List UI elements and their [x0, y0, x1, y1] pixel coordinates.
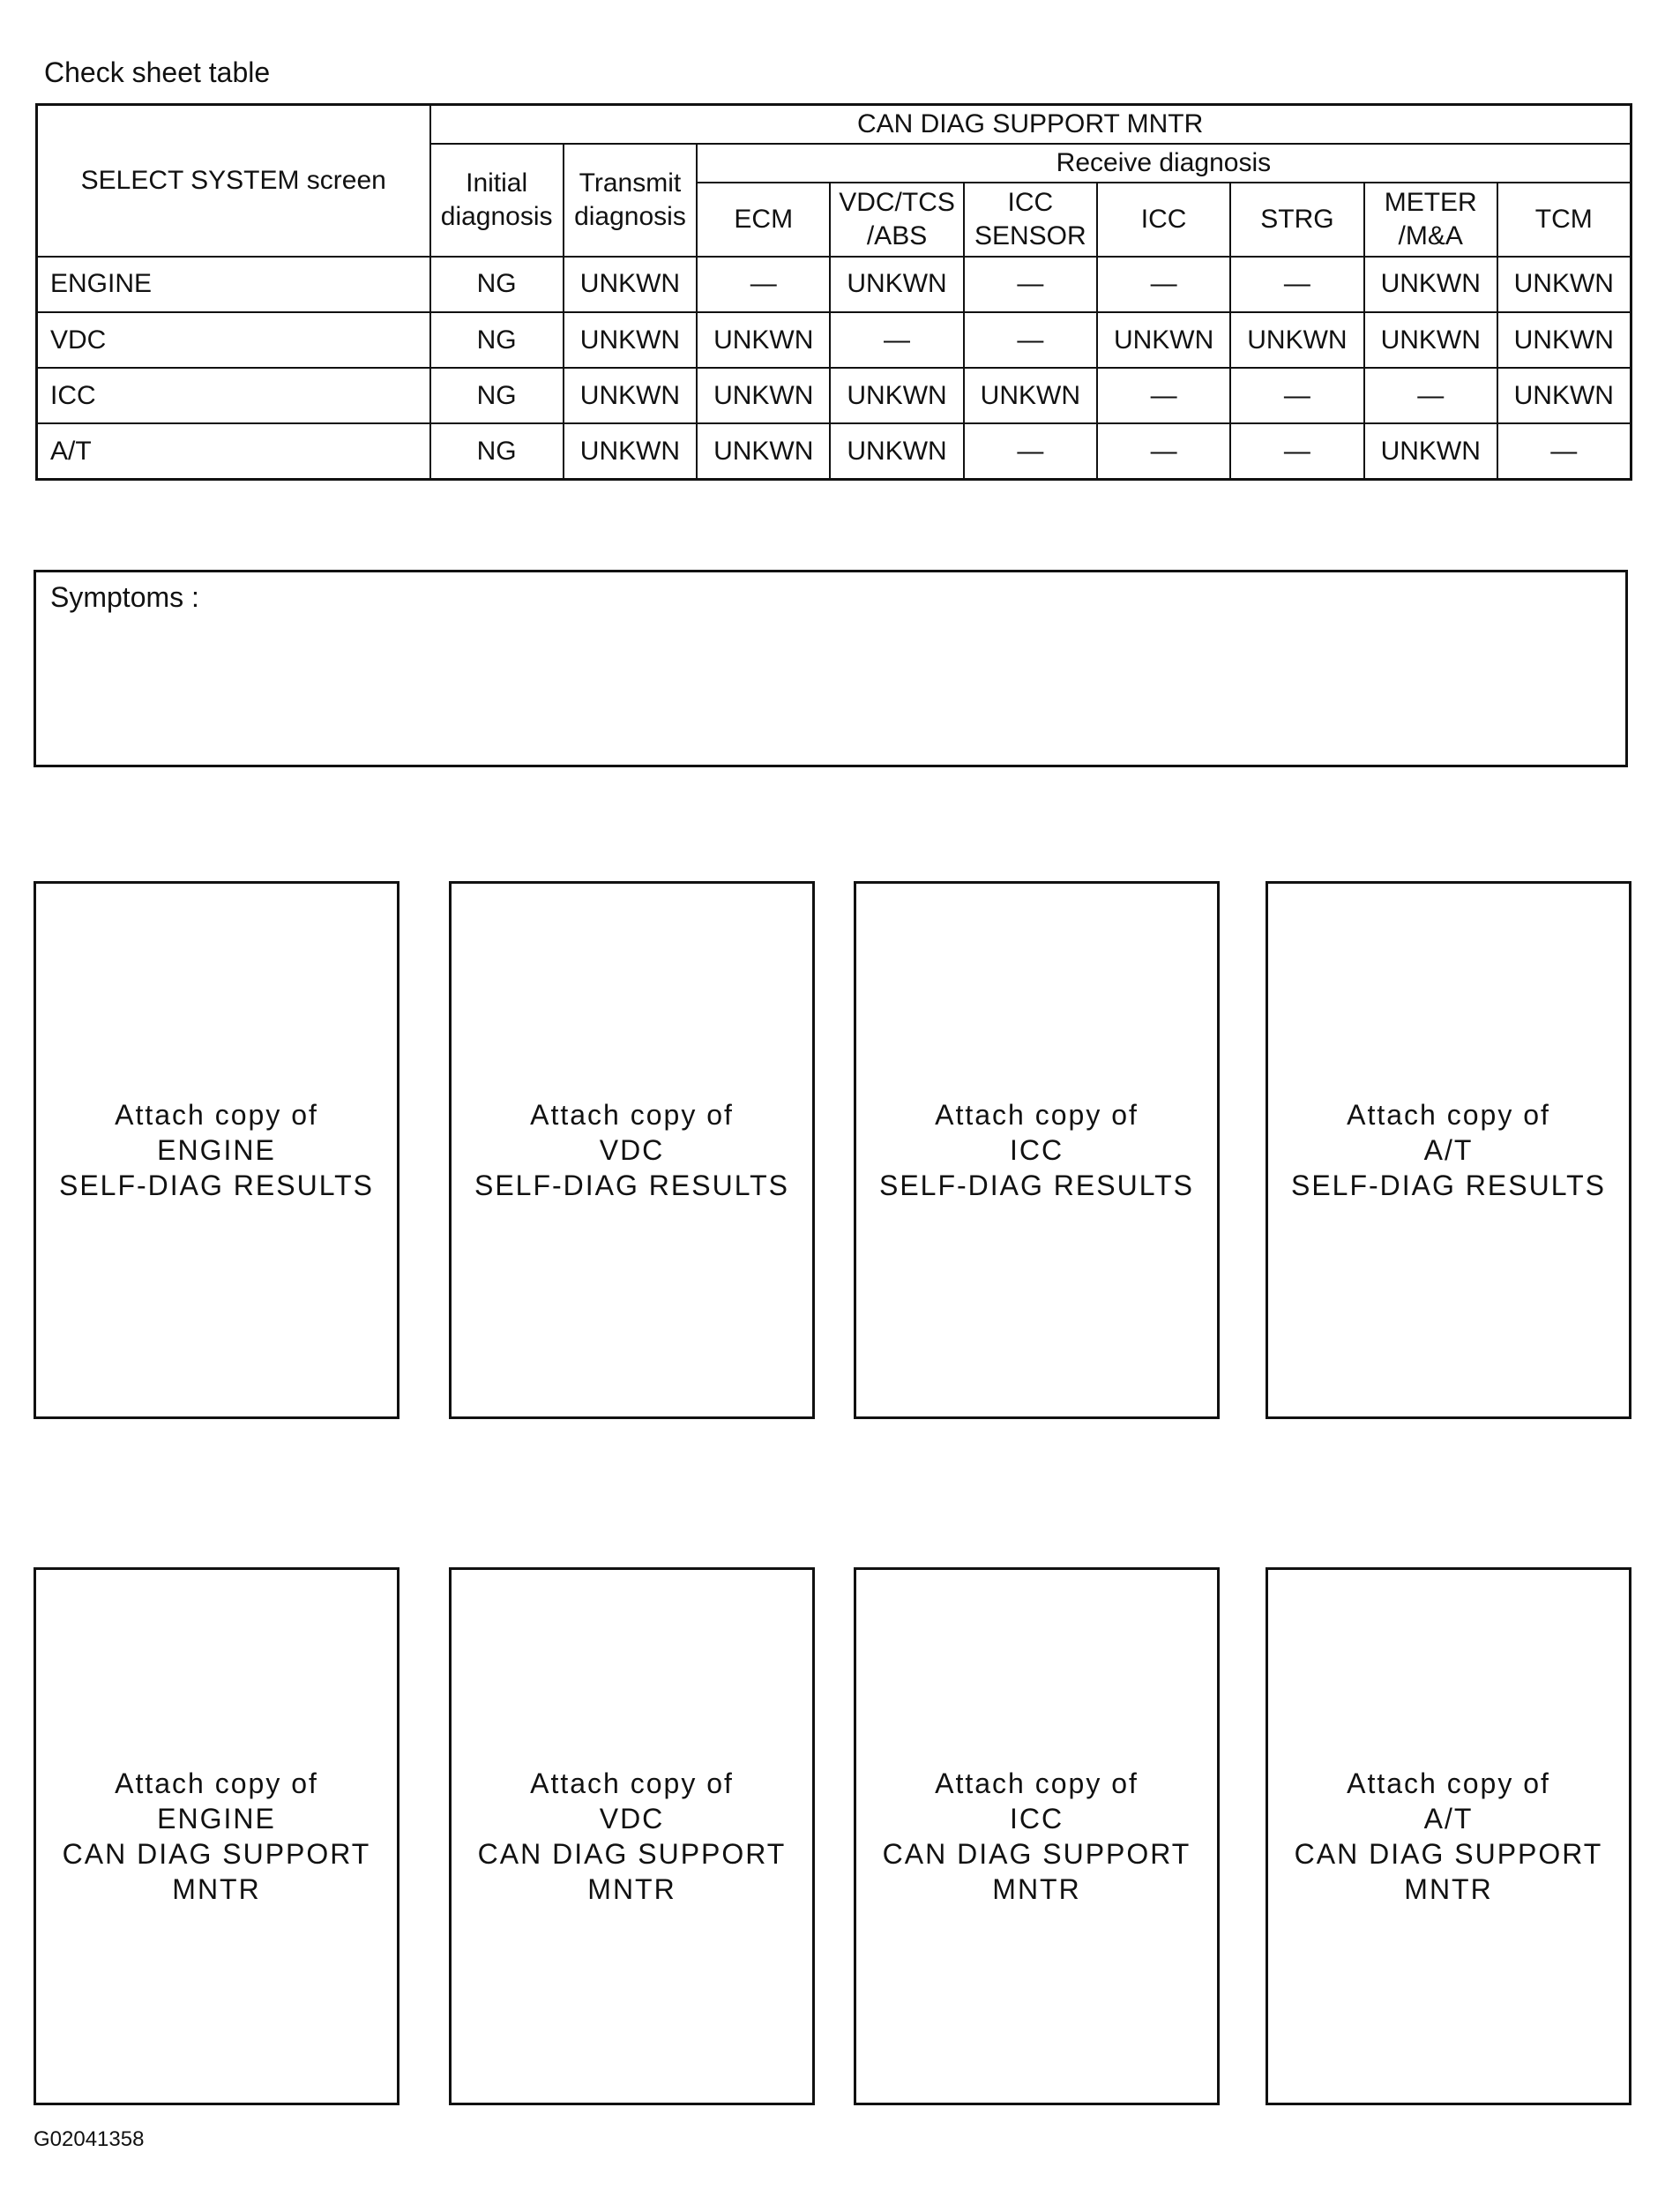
table-cell: —: [1497, 423, 1631, 479]
table-cell: UNKWN: [1097, 312, 1230, 368]
table-cell: UNKWN: [1497, 368, 1631, 423]
table-cell: UNKWN: [830, 368, 963, 423]
transmit-diagnosis-header: Transmit diagnosis: [564, 144, 697, 257]
receive-column-header: STRG: [1230, 183, 1363, 257]
check-sheet-table: [35, 103, 1632, 481]
system-cell: A/T: [37, 423, 430, 479]
table-cell: NG: [430, 257, 564, 312]
table-cell: —: [1230, 257, 1363, 312]
table-cell: UNKWN: [697, 368, 830, 423]
table-cell: —: [1097, 257, 1230, 312]
system-cell: VDC: [37, 312, 430, 368]
receive-column-header: ECM: [697, 183, 830, 257]
table-cell: UNKWN: [830, 423, 963, 479]
can-diag-attach-box-text: Attach copy of VDC CAN DIAG SUPPORT MNTR: [477, 1767, 787, 1905]
table-cell: —: [964, 423, 1097, 479]
can-diag-group-header: CAN DIAG SUPPORT MNTR: [430, 105, 1631, 144]
receive-column-header: METER /M&A: [1364, 183, 1497, 257]
can-diag-attach-box: [854, 1567, 1220, 2105]
table-cell: —: [1230, 423, 1363, 479]
caption: Check sheet table: [44, 56, 271, 88]
can-diag-attach-box-text: Attach copy of ENGINE CAN DIAG SUPPORT MNTR: [62, 1767, 371, 1905]
self-diag-attach-box: [34, 881, 399, 1419]
self-diag-attach-box-text: Attach copy of A/T SELF-DIAG RESULTS: [1290, 1099, 1607, 1201]
receive-column-header: TCM: [1497, 183, 1631, 257]
table-row: [37, 368, 1631, 423]
self-diag-attach-box: [854, 881, 1220, 1419]
table-cell: UNKWN: [697, 423, 830, 479]
table-cell: UNKWN: [830, 257, 963, 312]
table-cell: UNKWN: [1230, 312, 1363, 368]
symptoms-label: Symptoms :: [50, 581, 199, 613]
system-cell: ICC: [37, 368, 430, 423]
table-cell: —: [830, 312, 963, 368]
system-cell: ENGINE: [37, 257, 430, 312]
receive-column-header: ICC: [1097, 183, 1230, 257]
figure-id: G02041358: [34, 2127, 145, 2151]
can-diag-attach-box-text: Attach copy of ICC CAN DIAG SUPPORT MNTR: [882, 1767, 1191, 1905]
receive-diagnosis-header: Receive diagnosis: [697, 144, 1631, 183]
table-cell: UNKWN: [1364, 312, 1497, 368]
table-cell: —: [697, 257, 830, 312]
table-row: [37, 423, 1631, 479]
self-diag-attach-box-text: Attach copy of ICC SELF-DIAG RESULTS: [878, 1099, 1195, 1201]
table-cell: NG: [430, 312, 564, 368]
table-cell: UNKWN: [564, 423, 697, 479]
table-cell: UNKWN: [564, 257, 697, 312]
table-cell: UNKWN: [1364, 257, 1497, 312]
table-cell: UNKWN: [1364, 423, 1497, 479]
table-cell: —: [1230, 368, 1363, 423]
table-row: [37, 312, 1631, 368]
can-diag-attach-box: [34, 1567, 399, 2105]
receive-column-header: ICC SENSOR: [964, 183, 1097, 257]
self-diag-attach-box-text: Attach copy of VDC SELF-DIAG RESULTS: [474, 1099, 790, 1201]
table-row: [37, 257, 1631, 312]
table-cell: —: [964, 257, 1097, 312]
can-diag-attach-box-text: Attach copy of A/T CAN DIAG SUPPORT MNTR: [1294, 1767, 1603, 1905]
receive-column-header: VDC/TCS /ABS: [830, 183, 963, 257]
system-header: SELECT SYSTEM screen: [37, 105, 430, 257]
initial-diagnosis-header: Initial diagnosis: [430, 144, 564, 257]
table-cell: UNKWN: [564, 368, 697, 423]
table-cell: NG: [430, 368, 564, 423]
table-cell: —: [1097, 423, 1230, 479]
table-cell: NG: [430, 423, 564, 479]
self-diag-attach-box: [1266, 881, 1631, 1419]
self-diag-attach-box: [449, 881, 815, 1419]
can-diag-attach-box: [1266, 1567, 1631, 2105]
table-cell: UNKWN: [1497, 257, 1631, 312]
table-cell: —: [964, 312, 1097, 368]
self-diag-attach-box-text: Attach copy of ENGINE SELF-DIAG RESULTS: [58, 1099, 375, 1201]
table-cell: UNKWN: [564, 312, 697, 368]
symptoms-box[interactable]: [34, 570, 1628, 767]
table-cell: —: [1097, 368, 1230, 423]
can-diag-attach-box: [449, 1567, 815, 2105]
table-cell: UNKWN: [697, 312, 830, 368]
table-cell: UNKWN: [964, 368, 1097, 423]
table-cell: UNKWN: [1497, 312, 1631, 368]
table-cell: —: [1364, 368, 1497, 423]
